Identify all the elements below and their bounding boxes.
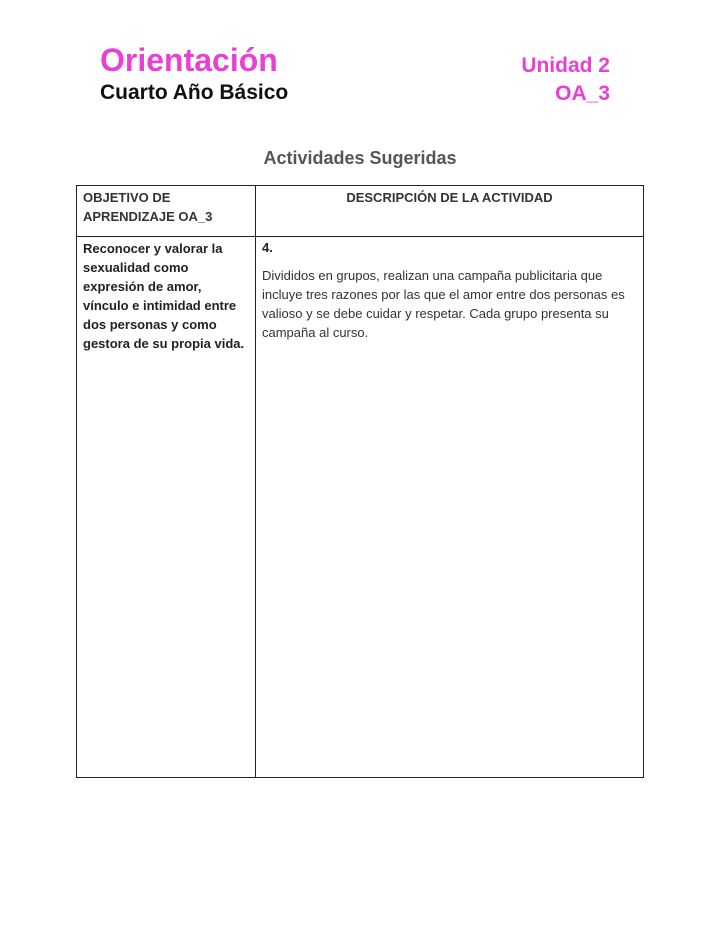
activity-table xyxy=(76,185,644,778)
activity-cell xyxy=(256,237,644,778)
unit-label: Unidad 2 xyxy=(521,54,610,77)
section-title: Actividades Sugeridas xyxy=(263,148,457,168)
activity-number: 4. xyxy=(262,240,273,255)
document-header-left xyxy=(100,40,288,106)
oa-label: OA_3 xyxy=(555,82,610,105)
table-header-row xyxy=(77,186,644,237)
objective-text: Reconocer y valorar la sexualidad como expresión de amor, vínculo e intimidad entre dos personas y como gestora de su propia vida. xyxy=(83,241,245,351)
objective-column-header: OBJETIVO DE APRENDIZAJE OA_3 xyxy=(77,186,256,237)
description-column-header: DESCRIPCIÓN DE LA ACTIVIDAD xyxy=(256,186,644,237)
grade-title: Cuarto Año Básico xyxy=(100,81,289,104)
subject-title: Orientación xyxy=(100,42,278,78)
table-row xyxy=(77,237,644,778)
objective-cell xyxy=(77,237,256,778)
activity-description: Divididos en grupos, realizan una campaña publicitaria que incluye tres razones por las que el amor entre dos personas es valioso y se debe cuidar y respetar. Cada grupo presenta su campaña al curso. xyxy=(262,268,625,340)
document-header-right xyxy=(521,52,610,108)
